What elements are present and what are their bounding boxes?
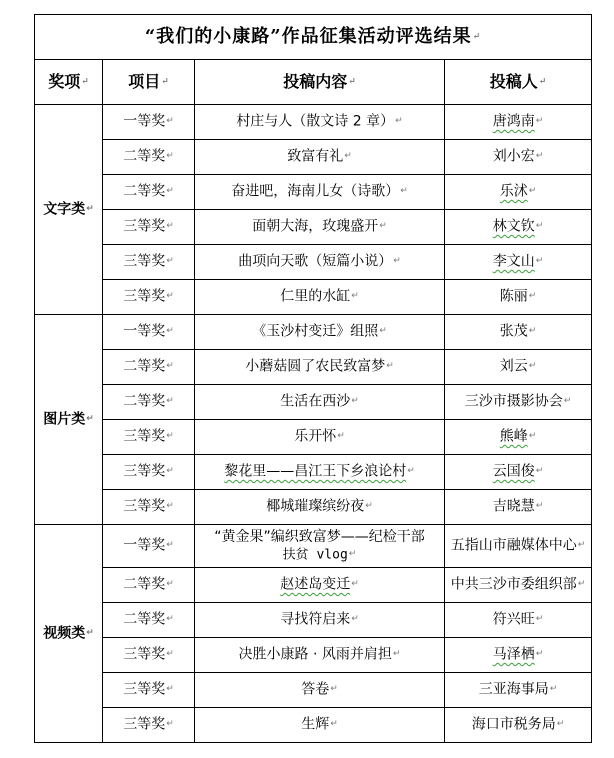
cell-text: 三等奖 bbox=[123, 716, 166, 733]
document-title-cell bbox=[35, 15, 592, 60]
results-table-body bbox=[35, 15, 592, 743]
paragraph-mark: ↵ bbox=[577, 579, 586, 590]
paragraph-mark: ↵ bbox=[535, 256, 544, 267]
paragraph-mark: ↵ bbox=[538, 77, 547, 87]
cell-text: “黄金果”编织致富梦——纪检干部 bbox=[214, 528, 425, 545]
cell-text: 答卷 bbox=[301, 681, 330, 698]
paragraph-mark: ↵ bbox=[166, 116, 174, 127]
cell-text: 曲项向天歌（短篇小说） bbox=[238, 253, 393, 270]
header-row bbox=[35, 60, 592, 105]
cell-text: 二等奖 bbox=[123, 393, 166, 410]
author-cell bbox=[445, 175, 592, 210]
paragraph-mark: ↵ bbox=[472, 31, 482, 42]
cell-text: 生活在西沙 bbox=[280, 393, 351, 410]
cell-text: 决胜小康路 · 风雨并肩担 bbox=[238, 646, 392, 663]
content-cell bbox=[195, 603, 445, 638]
author-cell bbox=[445, 140, 592, 175]
paragraph-mark: ↵ bbox=[556, 719, 565, 730]
content-cell bbox=[195, 708, 445, 743]
table-row bbox=[35, 638, 592, 673]
header-award: 项目↵ bbox=[103, 60, 195, 105]
paragraph-mark: ↵ bbox=[166, 579, 174, 590]
table-row bbox=[35, 568, 592, 603]
header-author: 投稿人↵ bbox=[445, 60, 592, 105]
cell-text: 黎花里——昌江王下乡浪论村 bbox=[224, 463, 407, 480]
paragraph-mark: ↵ bbox=[577, 540, 586, 551]
paragraph-mark: ↵ bbox=[535, 151, 544, 162]
table-row bbox=[35, 455, 592, 490]
cell-text: 一等奖 bbox=[123, 323, 166, 340]
author-cell bbox=[445, 525, 592, 568]
author-cell bbox=[445, 105, 592, 140]
content-cell bbox=[195, 315, 445, 350]
content-cell bbox=[195, 245, 445, 280]
paragraph-mark: ↵ bbox=[392, 649, 401, 660]
paragraph-mark: ↵ bbox=[379, 326, 387, 337]
cell-text: 文字类 bbox=[43, 201, 86, 218]
award-cell bbox=[103, 603, 195, 638]
table-row bbox=[35, 245, 592, 280]
paragraph-mark: ↵ bbox=[166, 151, 174, 162]
cell-text: 仁里的水缸 bbox=[280, 288, 351, 305]
cell-text: 中共三沙市委组织部 bbox=[450, 576, 577, 593]
paragraph-mark: ↵ bbox=[528, 361, 537, 372]
content-cell bbox=[195, 210, 445, 245]
author-cell bbox=[445, 455, 592, 490]
cell-text: 刘小宏 bbox=[492, 148, 535, 165]
table-row bbox=[35, 385, 592, 420]
table-row bbox=[35, 673, 592, 708]
paragraph-mark: ↵ bbox=[528, 291, 537, 302]
cell-text: 五指山市融媒体中心 bbox=[450, 537, 577, 554]
cell-text: 三等奖 bbox=[123, 681, 166, 698]
paragraph-mark: ↵ bbox=[563, 396, 572, 407]
paragraph-mark: ↵ bbox=[395, 116, 403, 127]
paragraph-mark: ↵ bbox=[365, 501, 373, 512]
cell-text: 小蘑菇圆了农民致富梦 bbox=[245, 358, 386, 375]
award-cell bbox=[103, 245, 195, 280]
author-cell bbox=[445, 350, 592, 385]
table-row bbox=[35, 490, 592, 525]
paragraph-mark: ↵ bbox=[535, 221, 544, 232]
paragraph-mark: ↵ bbox=[81, 77, 89, 87]
cell-text: 李文山 bbox=[492, 253, 535, 270]
award-cell bbox=[103, 568, 195, 603]
award-cell bbox=[103, 385, 195, 420]
paragraph-mark: ↵ bbox=[166, 291, 174, 302]
table-row bbox=[35, 105, 592, 140]
paragraph-mark: ↵ bbox=[535, 116, 544, 127]
author-cell bbox=[445, 210, 592, 245]
table-row bbox=[35, 140, 592, 175]
paragraph-mark: ↵ bbox=[166, 396, 174, 407]
award-cell bbox=[103, 638, 195, 673]
content-cell bbox=[195, 140, 445, 175]
content-cell bbox=[195, 673, 445, 708]
award-cell bbox=[103, 525, 195, 568]
paragraph-mark: ↵ bbox=[351, 579, 359, 590]
paragraph-mark: ↵ bbox=[166, 431, 174, 442]
author-cell bbox=[445, 280, 592, 315]
content-cell bbox=[195, 385, 445, 420]
author-cell bbox=[445, 708, 592, 743]
content-cell bbox=[195, 350, 445, 385]
document-title: “我们的小康路”作品征集活动评选结果 bbox=[144, 26, 472, 48]
paragraph-mark: ↵ bbox=[351, 614, 359, 625]
paragraph-mark: ↵ bbox=[330, 719, 338, 730]
paragraph-mark: ↵ bbox=[166, 719, 174, 730]
award-cell bbox=[103, 673, 195, 708]
award-cell bbox=[103, 315, 195, 350]
paragraph-mark: ↵ bbox=[166, 361, 174, 372]
paragraph-mark: ↵ bbox=[407, 466, 415, 477]
content-cell bbox=[195, 490, 445, 525]
header-content: 投稿内容↵ bbox=[195, 60, 445, 105]
cell-text: 二等奖 bbox=[123, 576, 166, 593]
content-cell bbox=[195, 638, 445, 673]
category-cell bbox=[35, 315, 103, 525]
paragraph-mark: ↵ bbox=[535, 466, 544, 477]
cell-text: 熊峰 bbox=[499, 428, 528, 445]
paragraph-mark: ↵ bbox=[393, 256, 401, 267]
paragraph-mark: ↵ bbox=[161, 77, 169, 87]
author-cell bbox=[445, 315, 592, 350]
cell-text: 面朝大海，玫瑰盛开 bbox=[252, 218, 379, 235]
cell-text: 图片类 bbox=[43, 411, 86, 428]
paragraph-mark: ↵ bbox=[166, 649, 174, 660]
cell-text: 视频类 bbox=[43, 625, 86, 642]
cell-text: 三等奖 bbox=[123, 463, 166, 480]
cell-text: 符兴旺 bbox=[492, 611, 535, 628]
author-cell bbox=[445, 385, 592, 420]
cell-text: 三等奖 bbox=[123, 646, 166, 663]
cell-text: 海口市税务局 bbox=[471, 716, 556, 733]
paragraph-mark: ↵ bbox=[166, 684, 174, 695]
cell-text: 《玉沙村变迁》组照 bbox=[252, 323, 379, 340]
paragraph-mark: ↵ bbox=[351, 396, 359, 407]
cell-text: 刘云 bbox=[499, 358, 528, 375]
author-cell bbox=[445, 603, 592, 638]
paragraph-mark: ↵ bbox=[166, 256, 174, 267]
paragraph-mark: ↵ bbox=[86, 413, 94, 424]
content-cell bbox=[195, 175, 445, 210]
content-cell bbox=[195, 105, 445, 140]
paragraph-mark: ↵ bbox=[528, 431, 537, 442]
paragraph-mark: ↵ bbox=[400, 186, 408, 197]
table-row bbox=[35, 420, 592, 455]
cell-text: 马泽栖 bbox=[492, 646, 535, 663]
paragraph-mark: ↵ bbox=[535, 649, 544, 660]
cell-text: 致富有礼 bbox=[287, 148, 344, 165]
paragraph-mark: ↵ bbox=[535, 614, 544, 625]
cell-text: 乐开怀 bbox=[294, 428, 337, 445]
author-cell bbox=[445, 673, 592, 708]
cell-text: 吉晓慧 bbox=[492, 498, 535, 515]
cell-text: 三等奖 bbox=[123, 288, 166, 305]
paragraph-mark: ↵ bbox=[166, 501, 174, 512]
paragraph-mark: ↵ bbox=[166, 186, 174, 197]
content-cell bbox=[195, 525, 445, 568]
paragraph-mark: ↵ bbox=[528, 186, 537, 197]
table-row bbox=[35, 708, 592, 743]
paragraph-mark: ↵ bbox=[337, 431, 345, 442]
cell-text: 二等奖 bbox=[123, 148, 166, 165]
cell-text: 云国俊 bbox=[492, 463, 535, 480]
cell-text: 唐鸿南 bbox=[492, 113, 535, 130]
table-row bbox=[35, 350, 592, 385]
cell-text: 奋进吧，海南儿女（诗歌） bbox=[231, 183, 400, 200]
paragraph-mark: ↵ bbox=[379, 221, 387, 232]
table-row bbox=[35, 525, 592, 568]
paragraph-mark: ↵ bbox=[166, 221, 174, 232]
award-cell bbox=[103, 708, 195, 743]
paragraph-mark: ↵ bbox=[348, 77, 356, 87]
cell-text: 三沙市摄影协会 bbox=[464, 393, 563, 410]
award-cell bbox=[103, 210, 195, 245]
award-cell bbox=[103, 350, 195, 385]
author-cell bbox=[445, 638, 592, 673]
award-cell bbox=[103, 455, 195, 490]
author-cell bbox=[445, 490, 592, 525]
award-cell bbox=[103, 175, 195, 210]
paragraph-mark: ↵ bbox=[344, 151, 352, 162]
cell-text: 三等奖 bbox=[123, 428, 166, 445]
table-row bbox=[35, 280, 592, 315]
author-cell bbox=[445, 420, 592, 455]
paragraph-mark: ↵ bbox=[330, 684, 338, 695]
paragraph-mark: ↵ bbox=[351, 291, 359, 302]
table-row bbox=[35, 175, 592, 210]
table-row bbox=[35, 315, 592, 350]
cell-text: 椰城璀璨缤纷夜 bbox=[266, 498, 365, 515]
cell-text: 乐沭 bbox=[499, 183, 528, 200]
cell-text: 赵述岛变迁 bbox=[280, 576, 351, 593]
cell-text: 三等奖 bbox=[123, 253, 166, 270]
cell-text: 一等奖 bbox=[123, 537, 166, 554]
title-row bbox=[35, 15, 592, 60]
paragraph-mark: ↵ bbox=[166, 466, 174, 477]
header-category: 奖项↵ bbox=[35, 60, 103, 105]
paragraph-mark: ↵ bbox=[549, 684, 558, 695]
cell-text: 三等奖 bbox=[123, 498, 166, 515]
cell-text: 寻找符启来 bbox=[280, 611, 351, 628]
paragraph-mark: ↵ bbox=[166, 540, 174, 551]
award-cell bbox=[103, 280, 195, 315]
award-cell bbox=[103, 490, 195, 525]
cell-text: 扶贫 vlog bbox=[282, 547, 348, 563]
paragraph-mark: ↵ bbox=[166, 326, 174, 337]
award-cell bbox=[103, 105, 195, 140]
cell-text: 村庄与人（散文诗 2 章） bbox=[236, 113, 395, 130]
results-table bbox=[34, 14, 592, 743]
content-cell bbox=[195, 568, 445, 603]
cell-text: 三等奖 bbox=[123, 218, 166, 235]
table-row bbox=[35, 603, 592, 638]
category-cell bbox=[35, 525, 103, 743]
cell-text: 二等奖 bbox=[123, 611, 166, 628]
category-cell bbox=[35, 105, 103, 315]
paragraph-mark: ↵ bbox=[535, 501, 544, 512]
paragraph-mark: ↵ bbox=[86, 203, 94, 214]
cell-text: 生辉 bbox=[301, 716, 330, 733]
cell-text: 二等奖 bbox=[123, 358, 166, 375]
cell-text: 一等奖 bbox=[123, 113, 166, 130]
cell-text: 三亚海事局 bbox=[478, 681, 549, 698]
paragraph-mark: ↵ bbox=[386, 361, 394, 372]
cell-text: 林文钦 bbox=[492, 218, 535, 235]
cell-text: 张茂 bbox=[499, 323, 528, 340]
author-cell bbox=[445, 245, 592, 280]
paragraph-mark: ↵ bbox=[528, 326, 537, 337]
cell-text: 陈丽 bbox=[499, 288, 528, 305]
table-row bbox=[35, 210, 592, 245]
content-cell bbox=[195, 420, 445, 455]
award-cell bbox=[103, 420, 195, 455]
content-cell bbox=[195, 455, 445, 490]
paragraph-mark: ↵ bbox=[86, 627, 94, 638]
award-cell bbox=[103, 140, 195, 175]
author-cell bbox=[445, 568, 592, 603]
content-cell bbox=[195, 280, 445, 315]
cell-text: 二等奖 bbox=[123, 183, 166, 200]
paragraph-mark: ↵ bbox=[166, 614, 174, 625]
paragraph-mark: ↵ bbox=[348, 548, 357, 559]
